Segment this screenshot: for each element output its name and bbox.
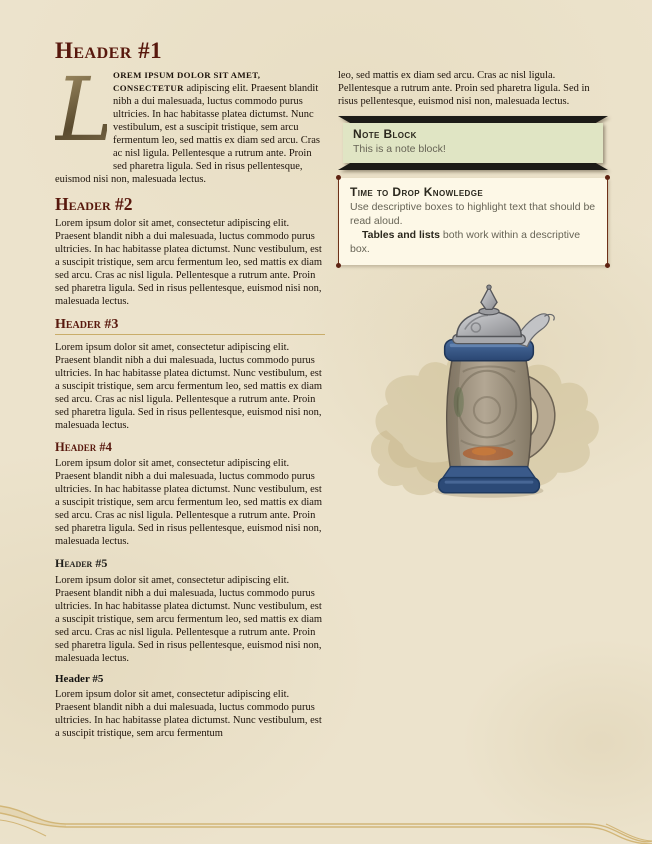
section-paragraph: Lorem ipsum dolor sit amet, consectetur adipiscing elit. Praesent blandit nibh a dui malesuada, luctus commodo purus ultricies. In hac habitasse platea dictumst. Nunc vestibulum, est a suscipit tristique, sem arcu fermentum leo, sed mattis ex diam sed arcu. Cras ac nisl ligula. Pellentesque a rutrum ante. Proin sed pharetra ligula. Sed in risus pellentesque, euismod nisi non, malesuada lectus.	[55, 342, 323, 431]
section-heading-5: Header #5	[55, 556, 108, 570]
descriptive-bold-lead: Tables and lists	[362, 229, 440, 241]
note-bottom-bar	[338, 163, 608, 170]
intro-body-text: adipiscing elit. Praesent blandit nibh a dui malesuada, luctus commodo purus ultricies. In hac habitasse platea dictumst. Nunc vestibulum, est a suscipit tristique, sem arcu fermentum leo, sed mattis ex diam sed arcu. Cras ac nisl ligula. Pellentesque a rutrum ante. Proin sed pharetra ligula. Sed in risus pellentesque, euismod nisi non, malesuada lectus.	[55, 83, 321, 185]
note-block	[338, 116, 608, 170]
ornate-dropcap-letter: L	[55, 58, 114, 161]
descriptive-box-title: Time to Drop Knowledge	[350, 185, 484, 199]
left-column	[55, 38, 325, 748]
descriptive-box-line1: Use descriptive boxes to highlight text that should be read aloud.	[350, 201, 596, 227]
intro-lead-smallcaps: OREM IPSUM DOLOR SIT AMET, CONSECTETUR	[113, 70, 261, 93]
section-heading-3: Header #3	[55, 316, 325, 335]
note-title: Note Block	[353, 127, 417, 141]
section-paragraph: Lorem ipsum dolor sit amet, consectetur adipiscing elit. Praesent blandit nibh a dui malesuada, luctus commodo purus ultricies. In hac habitasse platea dictumst. Nunc vestibulum, est a suscipit tristique, sem arcu fermentum leo, sed mattis ex diam sed arcu. Cras ac nisl ligula. Pellentesque a rutrum ante. Proin sed pharetra ligula. Sed in risus pellentesque, euismod nisi non, malesuada lectus.	[55, 575, 323, 664]
descriptive-box-line2	[350, 228, 596, 256]
intro-paragraph	[55, 58, 325, 186]
descriptive-box	[338, 178, 608, 265]
footer-flourish-ornament	[0, 800, 652, 844]
section-heading-2: Header #2	[55, 194, 133, 214]
continuation-paragraph: leo, sed mattis ex diam sed arcu. Cras ac nisl ligula. Pellentesque a rutrum ante. Proin sed pharetra ligula. Sed in risus pellentesque, euismod nisi non, malesuada lectus.	[338, 70, 590, 107]
corner-dot-icon	[336, 263, 341, 268]
corner-dot-icon	[605, 263, 610, 268]
stein-finial	[481, 287, 497, 309]
section-paragraph: Lorem ipsum dolor sit amet, consectetur adipiscing elit. Praesent blandit nibh a dui malesuada, luctus commodo purus ultricies. In hac habitasse platea dictumst. Nunc vestibulum, est a suscipit tristique, sem arcu fermentum leo, sed mattis ex diam sed arcu. Cras ac nisl ligula. Pellentesque a rutrum ante. Proin sed pharetra ligula. Sed in risus pellentesque, euismod nisi non, malesuada lectus.	[55, 458, 323, 547]
section-heading-6: Header #5	[55, 673, 104, 685]
section-paragraph: Lorem ipsum dolor sit amet, consectetur adipiscing elit. Praesent blandit nibh a dui malesuada, luctus commodo purus ultricies. In hac habitasse platea dictumst. Nunc vestibulum, est a suscipit tristique, sem arcu fermentum leo, sed mattis ex diam sed arcu. Cras ac nisl ligula. Pellentesque a rutrum ante. Proin sed pharetra ligula. Sed in risus pellentesque, euismod nisi non, malesuada lectus.	[55, 218, 323, 307]
corner-dot-icon	[605, 175, 610, 180]
note-text: This is a note block!	[353, 143, 446, 155]
section-heading-4: Header #4	[55, 440, 112, 454]
note-top-bar	[338, 116, 608, 123]
note-body	[343, 123, 603, 163]
corner-dot-icon	[336, 175, 341, 180]
beer-stein-illustration	[358, 278, 620, 512]
section-heading-1: Header #1	[55, 38, 163, 63]
section-paragraph-truncated: Lorem ipsum dolor sit amet, consectetur adipiscing elit. Praesent blandit nibh a dui malesuada, luctus commodo purus ultricies. In hac habitasse platea dictumst. Nunc vestibulum, est a suscipit tristique, sem arcu fermentum	[55, 689, 322, 739]
descriptive-line2-rest: both work within a descriptive box.	[350, 229, 581, 255]
